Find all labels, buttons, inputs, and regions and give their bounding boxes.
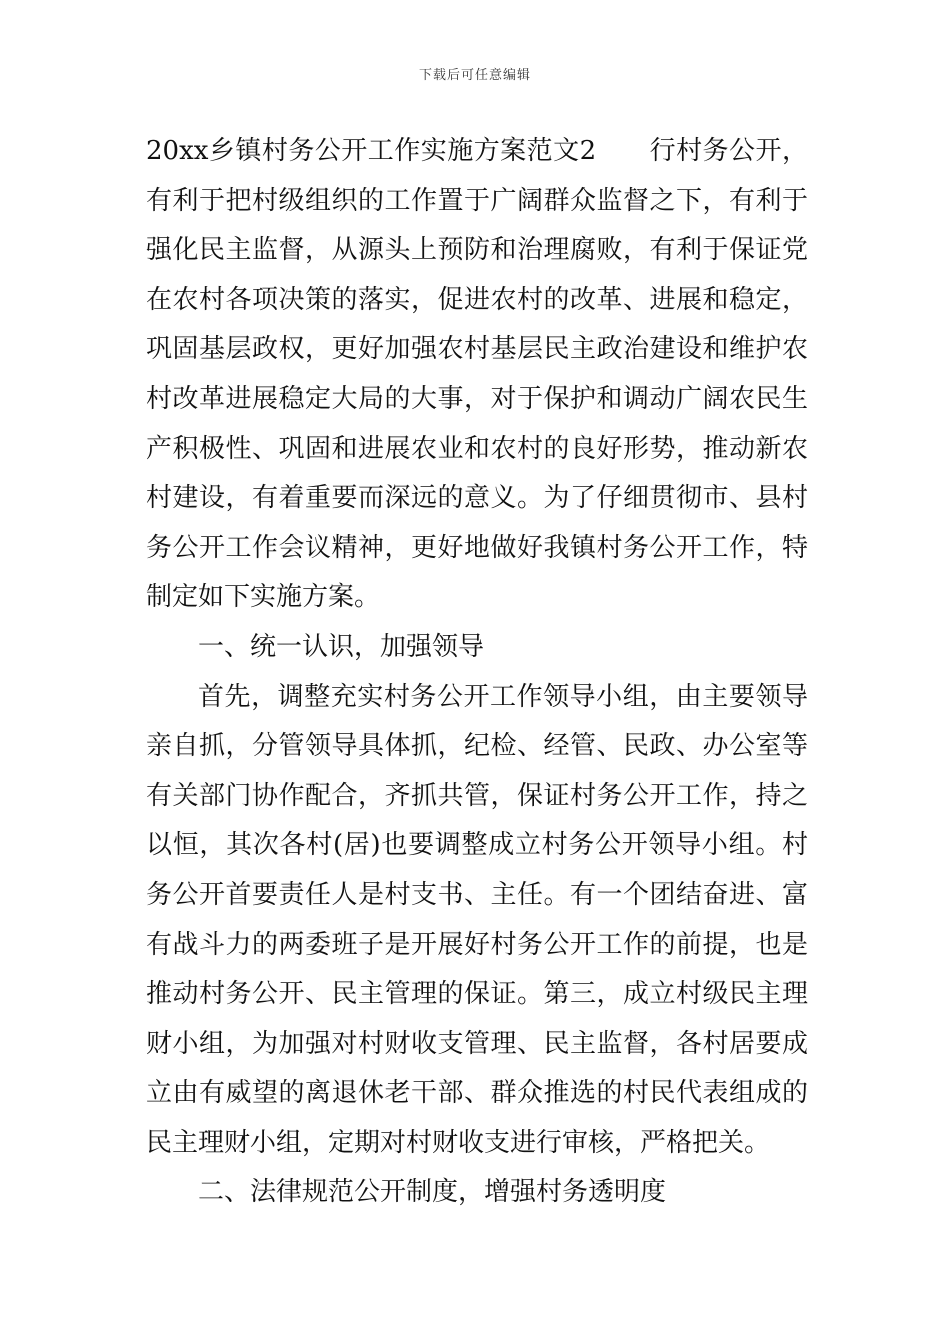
section-heading-1: 一、统一认识，加强领导 [198,631,485,662]
intro-paragraph: 20xx乡镇村务公开工作实施方案范文2 行村务公开，有利于把村级组织的工作置于广阔群众监督之下，有利于强化民主监督，从源头上预防和治理腐败，有利于保证党在农村各项决策的落实，促进农村的改革、进展和稳定，巩固基层政权，更好加强农村基层民主政治建设和维护农村改革进展稳定大局的大事，对于保护和调动广阔农民生产积极性、巩固和进展农业和农村的良好形势，推动新农村建设，有着重要而深远的意义。为了仔细贯彻市、县村务公开工作会议精神，更好地做好我镇村务公开工作，特制定如下实施方案。 [146,136,808,613]
section-heading-2: 二、法律规范公开制度，增强村务透明度 [198,1177,667,1208]
page-header: 下载后可任意编辑 [418,68,531,83]
document-body [146,127,808,1218]
section-paragraph-1: 首先，调整充实村务公开工作领导小组，由主要领导亲自抓，分管领导具体抓，纪检、经管、民政、办公室等有关部门协作配合，齐抓共管，保证村务公开工作，持之以恒，其次各村(居)也要调整成立村务公开领导小组。村务公开首要责任人是村支书、主任。有一个团结奋进、富有战斗力的两委班子是开展好村务公开工作的前提，也是推动村务公开、民主管理的保证。第三，成立村级民主理财小组，为加强对村财收支管理、民主监督，各村居要成立由有威望的离退休老干部、群众推选的村民代表组成的民主理财小组，定期对村财收支进行审核，严格把关。 [146,681,808,1158]
